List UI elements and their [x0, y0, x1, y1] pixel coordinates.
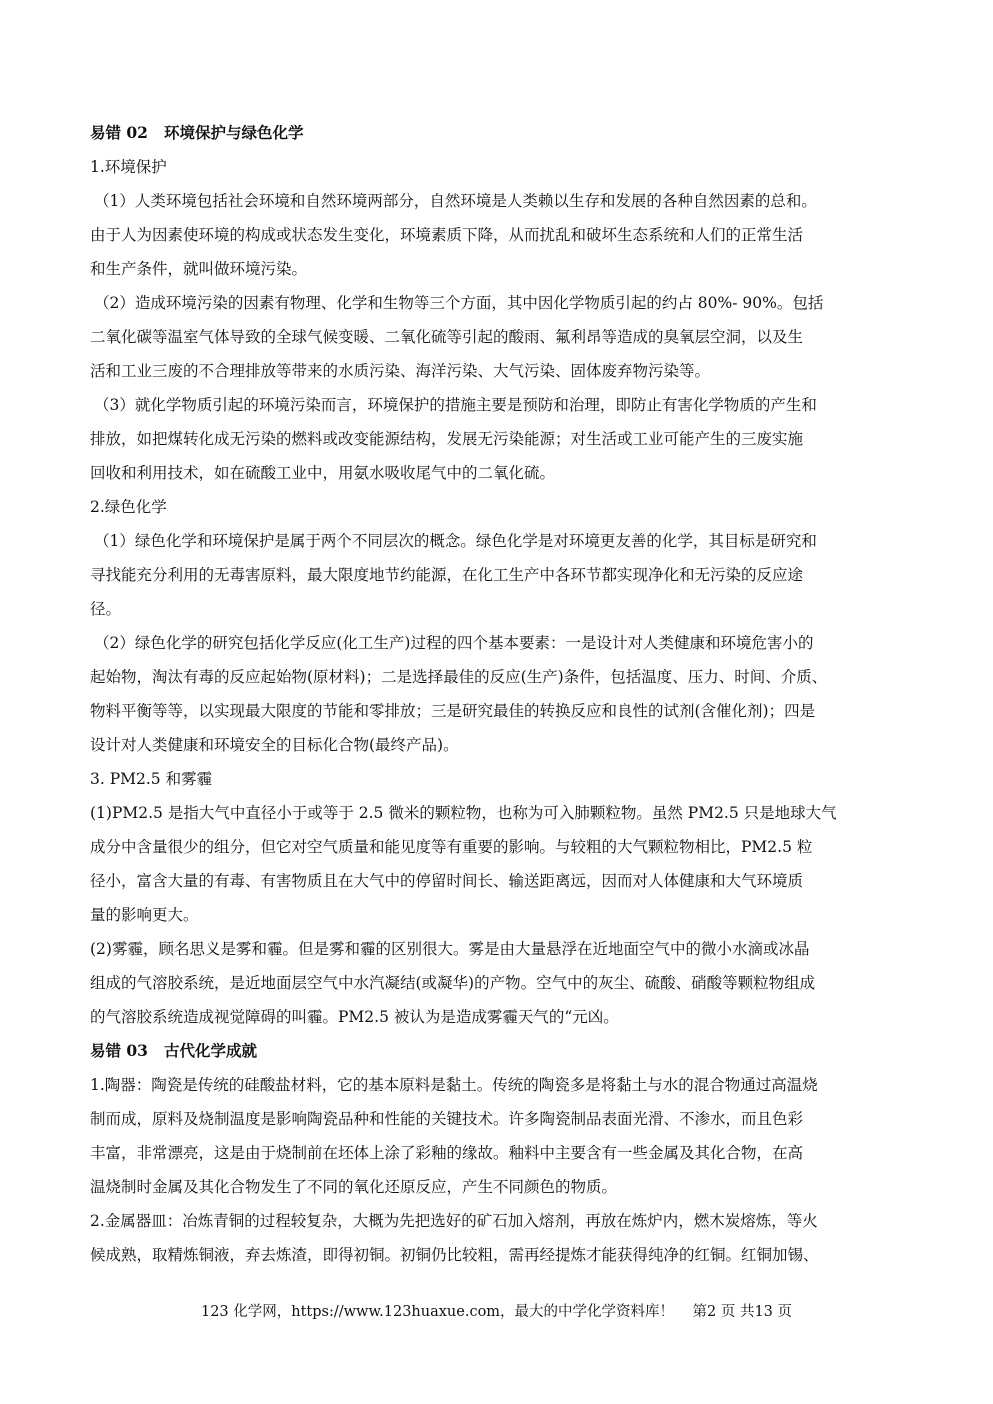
- paragraph-line: 径。: [90, 600, 122, 618]
- paragraph-line: (1)PM2.5 是指大气中直径小于或等于 2.5 微米的颗粒物，也称为可入肺颗粒物。虽然 PM2.5 只是地球大气: [90, 804, 837, 822]
- paragraph-line: 排放，如把煤转化成无污染的燃料或改变能源结构，发展无污染能源；对生活或工业可能产生的三废实施: [90, 430, 804, 448]
- paragraph-line: 和生产条件，就叫做环境污染。: [90, 260, 308, 278]
- paragraph-line: 物料平衡等等，以实现最大限度的节能和零排放；三是研究最佳的转换反应和良性的试剂(含催化剂)；四是: [90, 702, 816, 720]
- paragraph-line: 回收和利用技术，如在硫酸工业中，用氨水吸收尾气中的二氧化硫。: [90, 464, 556, 482]
- paragraph-line: 成分中含量很少的组分，但它对空气质量和能见度等有重要的影响。与较粗的大气颗粒物相比，PM2.5 粒: [90, 838, 813, 856]
- paragraph-line: （1）绿色化学和环境保护是属于两个不同层次的概念。绿色化学是对环境更友善的化学，其目标是研究和: [94, 532, 817, 550]
- paragraph-line: 候成熟，取精炼铜液，弃去炼渣，即得初铜。初铜仍比较粗，需再经提炼才能获得纯净的红铜。红铜加锡、: [90, 1246, 819, 1264]
- paragraph-line: 量的影响更大。: [90, 906, 199, 924]
- subheading: 1.环境保护: [90, 158, 167, 176]
- paragraph-line: （3）就化学物质引起的环境污染而言，环境保护的措施主要是预防和治理，即防止有害化学物质的产生和: [94, 396, 817, 414]
- paragraph-line: 由于人为因素使环境的构成或状态发生变化，环境素质下降，从而扰乱和破坏生态系统和人们的正常生活: [90, 226, 804, 244]
- paragraph-line: 1.陶器：陶瓷是传统的硅酸盐材料，它的基本原料是黏土。传统的陶瓷多是将黏土与水的混合物通过高温烧: [90, 1076, 818, 1094]
- section-code: 易错 02: [90, 123, 148, 142]
- subheading: 2.绿色化学: [90, 498, 167, 516]
- section-heading-03: [90, 1034, 920, 1068]
- section-title: 古代化学成就: [163, 1041, 257, 1060]
- paragraph-line: 径小，富含大量的有毒、有害物质且在大气中的停留时间长、输送距离远，因而对人体健康和大气环境质: [90, 872, 804, 890]
- paragraph-line: 2.金属器皿：冶炼青铜的过程较复杂，大概为先把选好的矿石加入熔剂，再放在炼炉内，燃木炭熔炼，等火: [90, 1212, 818, 1230]
- paragraph-line: （2）造成环境污染的因素有物理、化学和生物等三个方面，其中因化学物质引起的约占 80%- 90%。包括: [94, 294, 824, 312]
- paragraph-line: 设计对人类健康和环境安全的目标化合物(最终产品)。: [90, 736, 459, 754]
- paragraph-line: 起始物，淘汰有毒的反应起始物(原材料)；二是选择最佳的反应(生产)条件，包括温度、压力、时间、介质、: [90, 668, 828, 686]
- footer-site-text: 123 化学网，https://www.123huaxue.com，最大的中学化学资料库！: [200, 1304, 675, 1320]
- paragraph-line: 活和工业三废的不合理排放等带来的水质污染、海洋污染、大气污染、固体废弃物污染等。: [90, 362, 711, 380]
- paragraph-line: 组成的气溶胶系统，是近地面层空气中水汽凝结(或凝华)的产物。空气中的灰尘、硫酸、硝酸等颗粒物组成: [90, 974, 816, 992]
- subheading: 3. PM2.5 和雾霾: [90, 770, 213, 788]
- section-code: 易错 03: [90, 1041, 148, 1060]
- paragraph-line: 丰富，非常漂亮，这是由于烧制前在坯体上涂了彩釉的缘故。釉料中主要含有一些金属及其化合物，在高: [90, 1144, 804, 1162]
- paragraph-line: 二氧化碳等温室气体导致的全球气候变暖、二氧化硫等引起的酸雨、氟利昂等造成的臭氧层空洞，以及生: [90, 328, 804, 346]
- paragraph-line: (2)雾霾，顾名思义是雾和霾。但是雾和霾的区别很大。雾是由大量悬浮在近地面空气中的微小水滴或冰晶: [90, 940, 810, 958]
- paragraph-line: 制而成，原料及烧制温度是影响陶瓷品种和性能的关键技术。许多陶瓷制品表面光滑、不渗水，而且色彩: [90, 1110, 804, 1128]
- paragraph-line: 的气溶胶系统造成视觉障碍的叫霾。PM2.5 被认为是造成雾霾天气的“元凶。: [90, 1008, 619, 1026]
- paragraph-line: 寻找能充分利用的无毒害原料，最大限度地节约能源，在化工生产中各环节都实现净化和无污染的反应途: [90, 566, 804, 584]
- section-title: 环境保护与绿色化学: [163, 123, 304, 142]
- footer-page-number: 第2 页 共13 页: [692, 1304, 793, 1320]
- document-body: [90, 116, 920, 1272]
- paragraph-line: （1）人类环境包括社会环境和自然环境两部分，自然环境是人类赖以生存和发展的各种自然因素的总和。: [94, 192, 817, 210]
- paragraph-line: 温烧制时金属及其化合物发生了不同的氧化还原反应，产生不同颜色的物质。: [90, 1178, 618, 1196]
- section-heading-02: [90, 116, 920, 150]
- paragraph-line: （2）绿色化学的研究包括化学反应(化工生产)过程的四个基本要素：一是设计对人类健康和环境危害小的: [94, 634, 814, 652]
- page-footer: [0, 1302, 993, 1322]
